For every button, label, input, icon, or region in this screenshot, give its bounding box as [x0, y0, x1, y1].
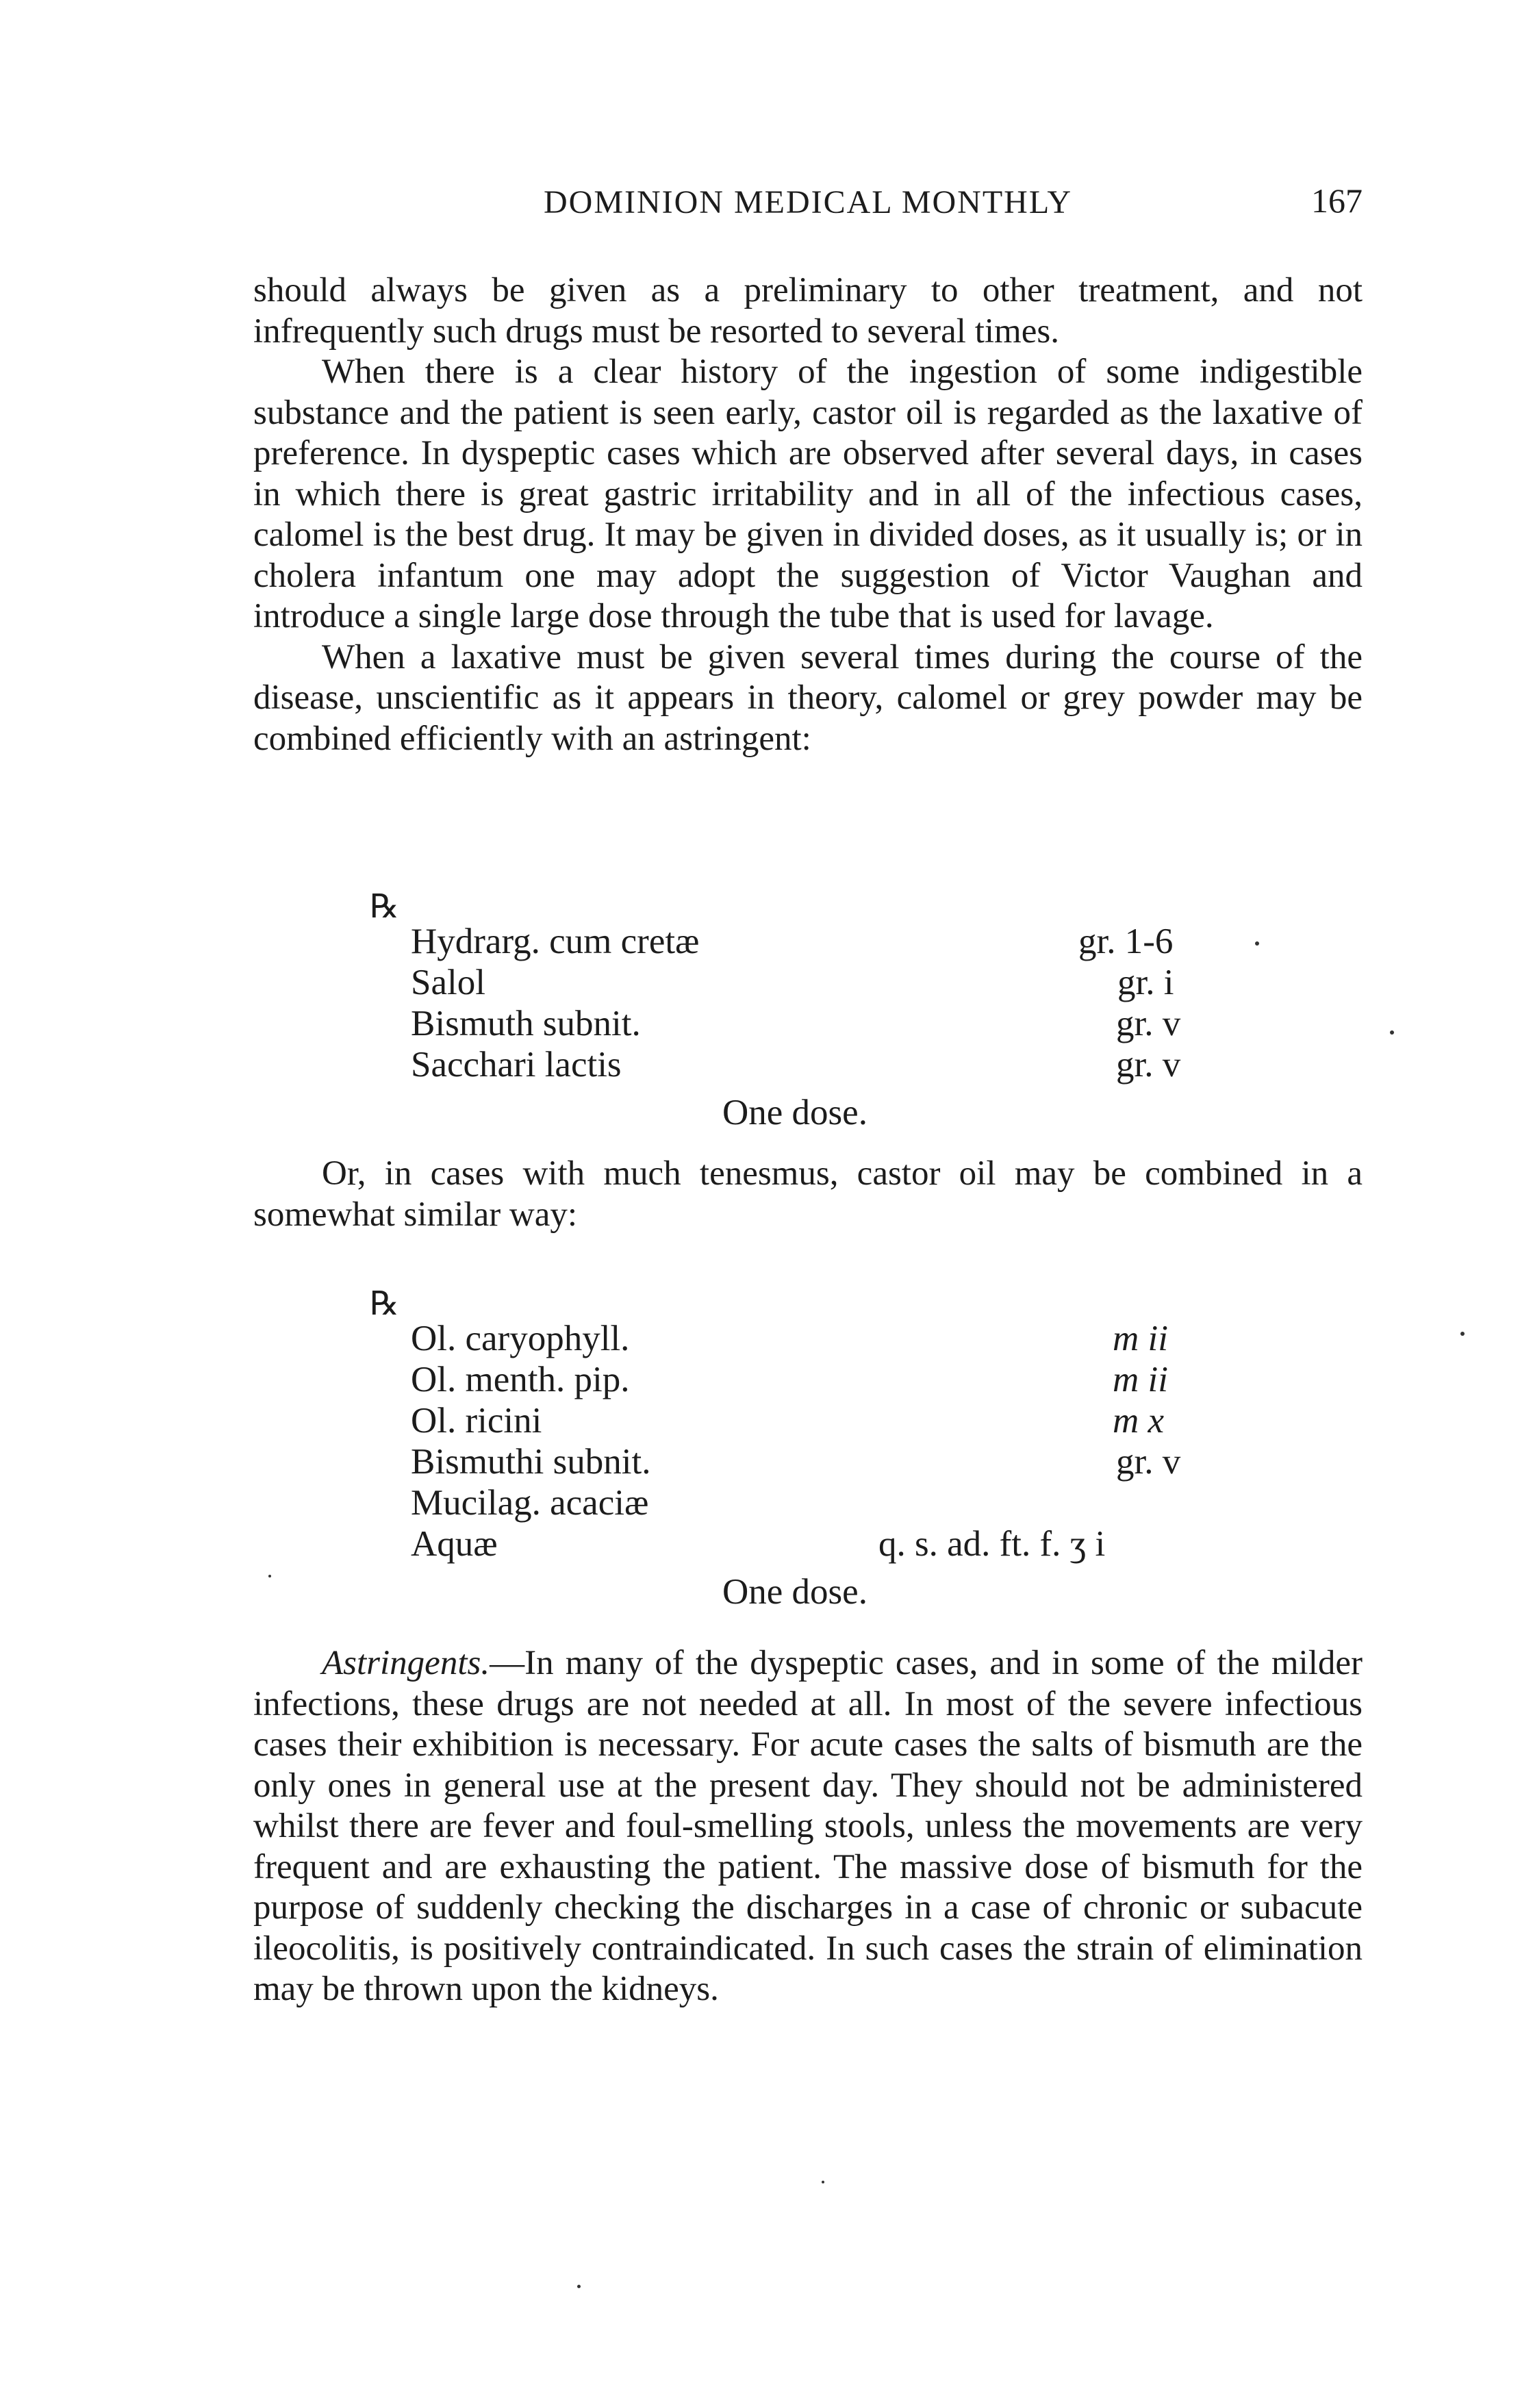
prescription-item — [411, 1400, 1267, 1441]
prescription-item — [411, 1318, 1267, 1359]
paragraph-castor-oil-calomel: When there is a clear history of the ingestion of some indigestible substance and the patient is seen early, castor oil is regarded as the laxative of preference. In dyspeptic cases which are observed after several days, in cases in which there is great gastric irritability and in all of the infectious cases, calomel is the best drug. It may be given in divided doses, as it usually is; or in cholera infantum one may adopt the suggestion of Victor Vaughan and introduce a single large dose through the tube that is used for lavage. — [253, 353, 1363, 635]
scan-speck — [577, 2285, 581, 2288]
ingredient-quantity: gr. v — [1116, 1045, 1181, 1085]
prescription-item — [411, 1482, 1267, 1523]
ingredient-quantity: gr. v — [1116, 1442, 1181, 1482]
ingredient-name: Mucilag. acaciæ — [411, 1483, 649, 1523]
prescription-item — [411, 962, 1267, 1003]
page-header — [253, 183, 1363, 225]
scan-speck — [1255, 941, 1259, 946]
prescription-item — [411, 1523, 1267, 1564]
body-text-section-3 — [253, 1643, 1363, 2010]
prescription-item — [411, 1044, 1267, 1085]
dose-instruction: One dose. — [722, 1572, 867, 1612]
paragraph-astringents — [253, 1643, 1363, 2010]
rx-symbol: ℞ — [370, 889, 400, 925]
ingredient-name: Bismuth subnit. — [411, 1004, 641, 1043]
ingredient-name: Ol. menth. pip. — [411, 1360, 630, 1399]
prescription-item — [411, 1003, 1267, 1044]
paragraph-tenesmus: Or, in cases with much tenesmus, castor oil may be combined in a somewhat similar way: — [253, 1154, 1363, 1234]
paragraph-astringents-text: —In many of the dyspeptic cases, and in some of the milder infections, these drugs are not needed at all. In most of the severe infectious cases their exhibition is necessary. For acute cases the salts of bismuth are the only ones in general use at the present day. They should not be administered whilst there are fever and foul-smelling stools, unless the movements are very frequent and are exhausting the patient. The massive dose of bismuth for the purpose of suddenly checking the discharges in a case of chronic or subacute ileocolitis, is positively contraindicated. In such cases the strain of elimination may be thrown upon the kidneys. — [253, 1644, 1363, 2008]
paragraph-laxative-astringent: When a laxative must be given several times during the course of the disease, unscientific as it appears in theory, calomel or grey powder may be combined efficiently with an astringent: — [253, 637, 1363, 758]
ingredient-quantity: gr. 1-6 — [1078, 922, 1174, 961]
ingredient-quantity: gr. v — [1116, 1004, 1181, 1043]
prescription-item — [411, 921, 1267, 962]
ingredient-quantity: m ii — [1113, 1360, 1168, 1399]
section-heading-astringents: Astringents. — [322, 1644, 490, 1682]
rx-symbol: ℞ — [370, 1286, 400, 1322]
ingredient-name: Bismuthi subnit. — [411, 1442, 651, 1482]
paragraph-continuation: should always be given as a preliminary to other treatment, and not infrequently such drugs must be resorted to several times. — [253, 271, 1363, 351]
ingredient-quantity: q. s. ad. ft. f. ʒ i — [878, 1524, 1106, 1564]
prescription-item — [411, 1441, 1267, 1482]
running-title: DOMINION MEDICAL MONTHLY — [543, 184, 1072, 220]
ingredient-name: Aquæ — [411, 1524, 498, 1564]
prescription-item — [411, 1359, 1267, 1400]
body-text-section-2 — [253, 1154, 1363, 1235]
ingredient-name: Hydrarg. cum cretæ — [411, 922, 700, 961]
ingredient-name: Ol. ricini — [411, 1401, 542, 1441]
scan-speck — [1460, 1332, 1465, 1336]
ingredient-quantity: gr. i — [1117, 963, 1174, 1002]
ingredient-name: Ol. caryophyll. — [411, 1319, 630, 1358]
body-text-section-1 — [253, 270, 1363, 759]
scan-speck — [268, 1575, 271, 1577]
ingredient-quantity: m ii — [1113, 1319, 1168, 1358]
dose-instruction: One dose. — [722, 1093, 867, 1132]
ingredient-quantity: m x — [1113, 1401, 1165, 1441]
ingredient-name: Sacchari lactis — [411, 1045, 622, 1085]
page-number: 167 — [1311, 181, 1363, 220]
ingredient-name: Salol — [411, 963, 485, 1002]
scan-speck — [1390, 1030, 1394, 1035]
scan-speck — [822, 2181, 824, 2183]
